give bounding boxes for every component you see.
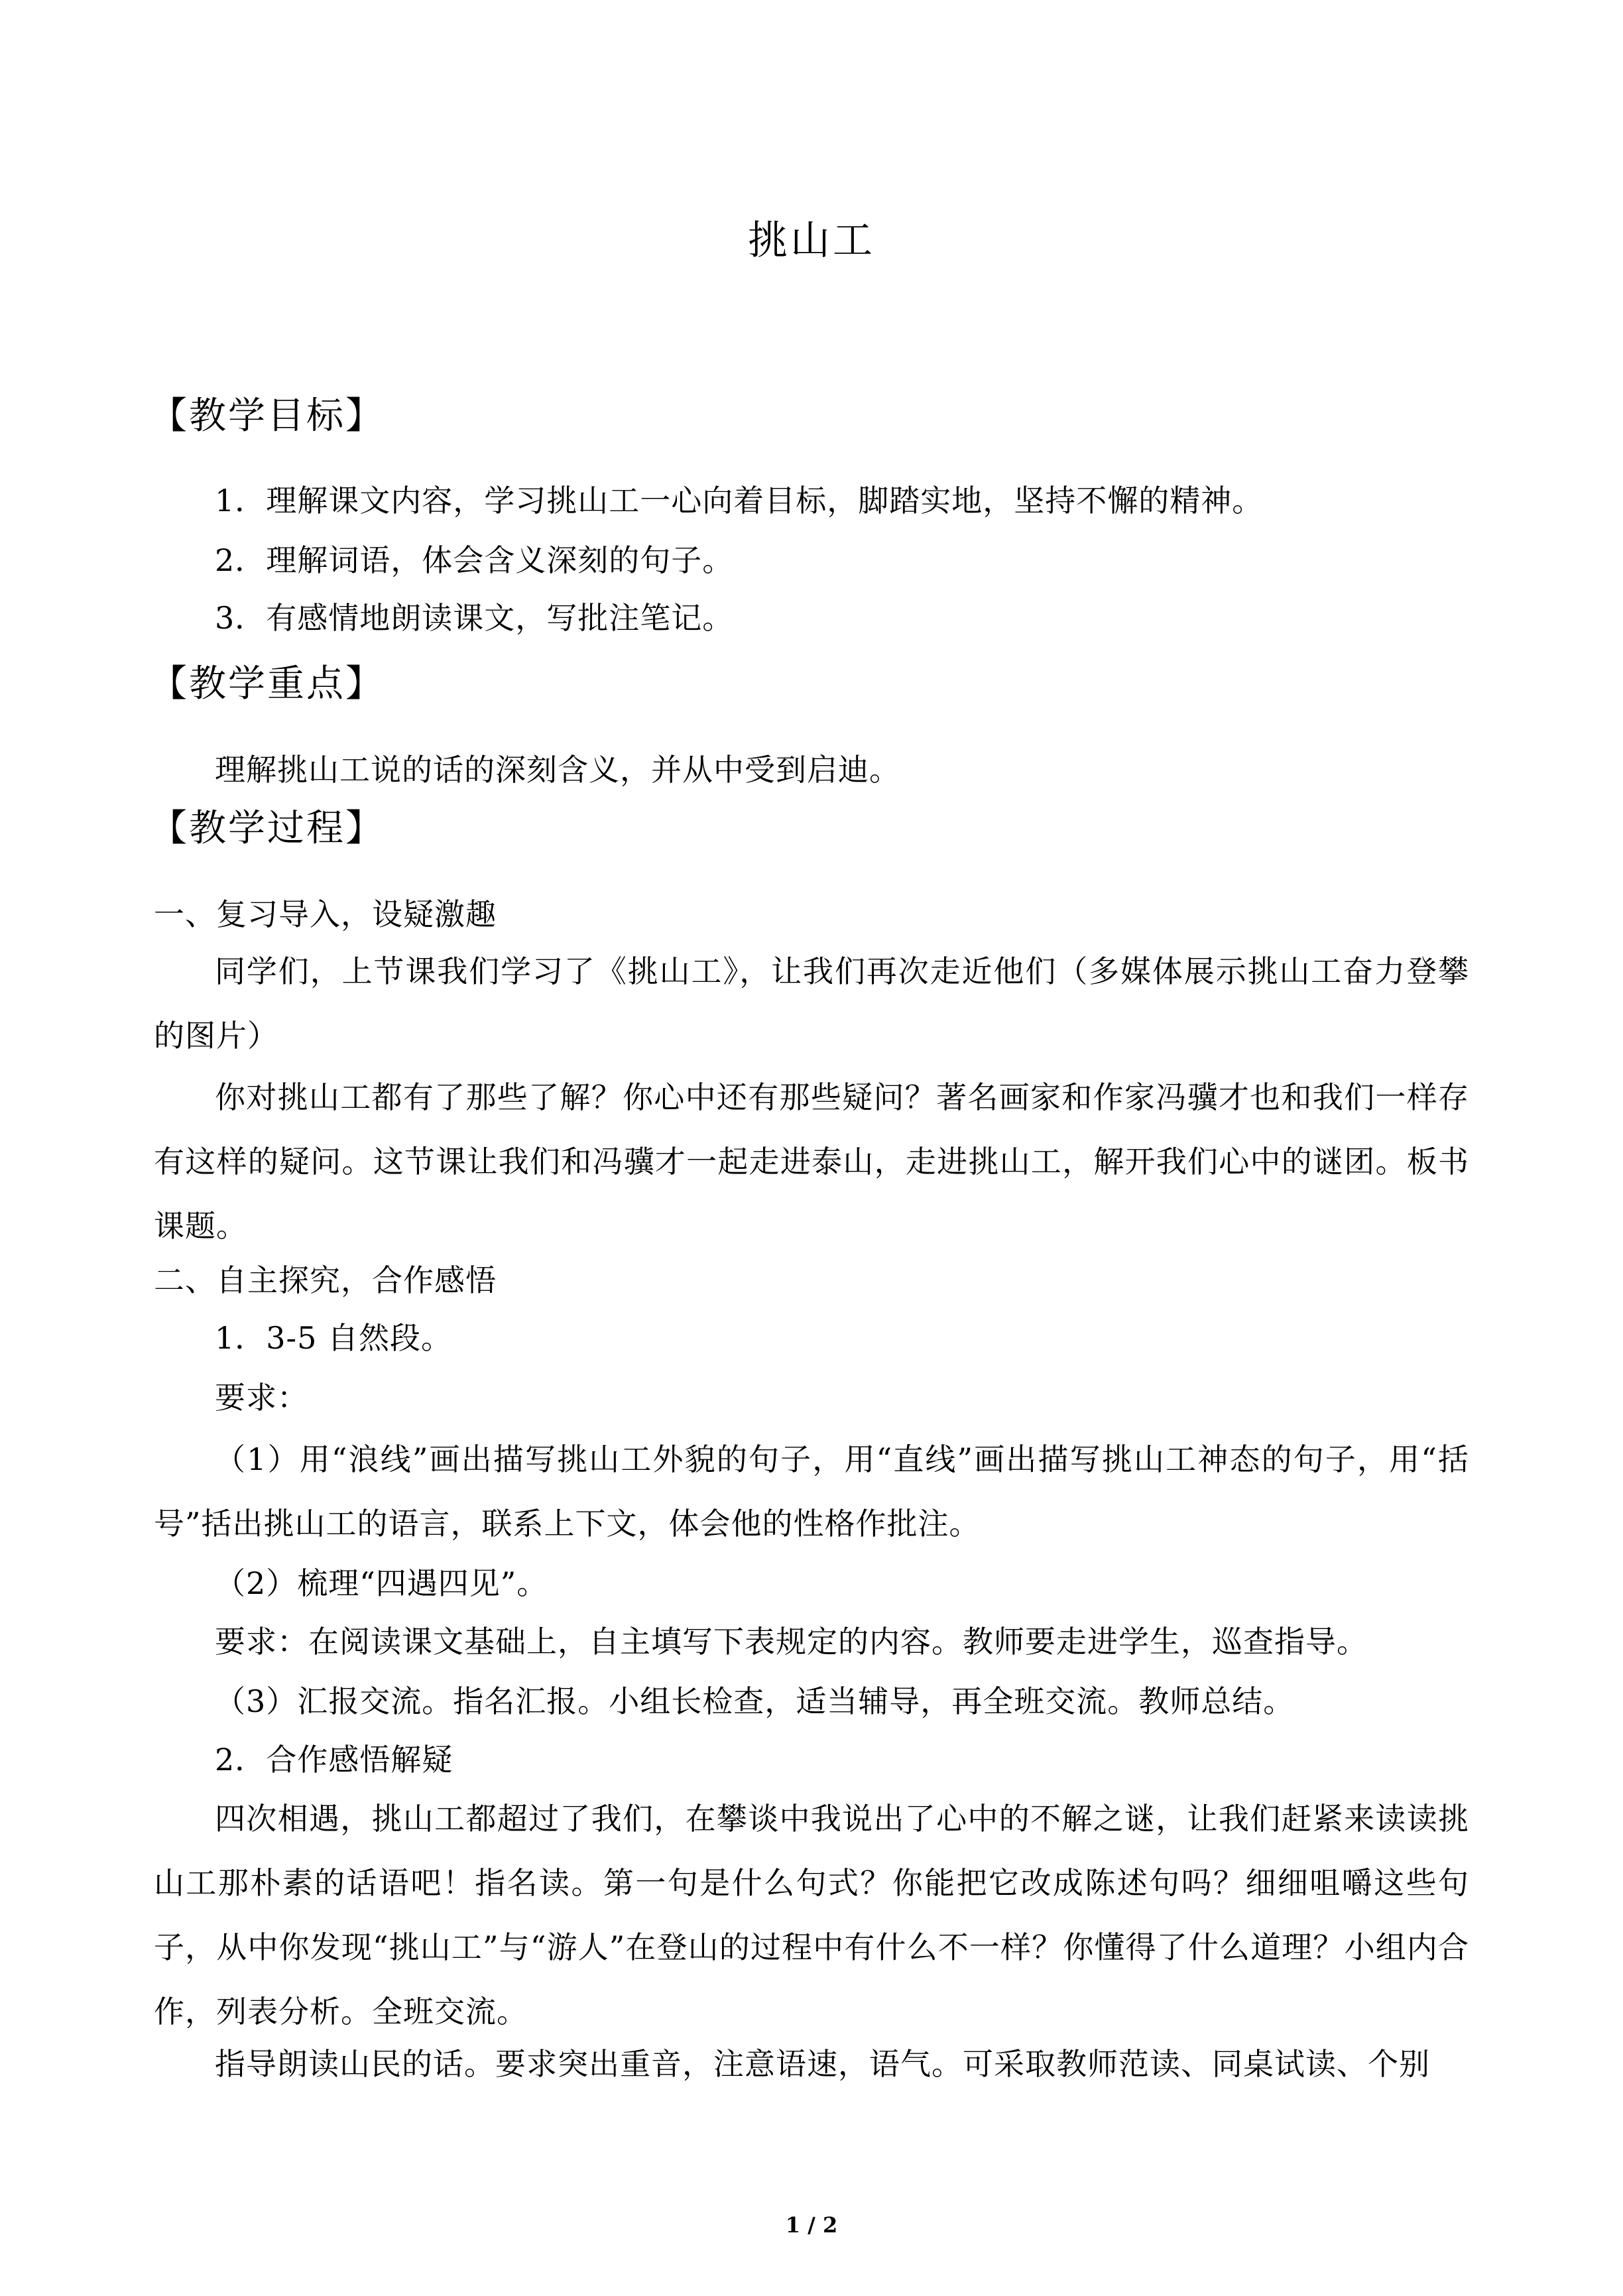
step-2: 2．合作感悟解疑 [215,1742,453,1778]
step-1: 1．3-5 自然段。 [215,1320,452,1356]
section-heading-teaching-goals: 【教学目标】 [150,394,385,438]
process-part1-paragraph-2: 你对挑山工都有了那些了解？你心中还有那些疑问？著名画家和作家冯骥才也和我们一样存有这样的疑问。这节课让我们和冯骥才一起走进泰山，走进挑山工，解开我们心中的谜团。板书课题。 [154,1079,1469,1244]
goal-item-3: 3．有感情地朗读课文，写批注笔记。 [215,600,734,636]
requirement-2: （2）梳理“四遇四见”。 [215,1565,548,1601]
section-heading-key-points: 【教学重点】 [150,662,385,705]
step-2-paragraph-2: 指导朗读山民的话。要求突出重音，注意语速，语气。可采取教师范读、同桌试读、个别 [215,2046,1430,2082]
process-part2-heading: 二、自主探究，合作感悟 [154,1262,497,1298]
process-part1-heading: 一、复习导入，设疑激趣 [154,896,497,932]
section-heading-teaching-process: 【教学过程】 [150,807,385,850]
requirement-label: 要求： [215,1380,308,1416]
process-part1-paragraph-1: 同学们，上节课我们学习了《挑山工》，让我们再次走近他们（多媒体展示挑山工奋力登攀的图片） [154,953,1469,1054]
requirement-1: （1）用“浪线”画出描写挑山工外貌的句子，用“直线”画出描写挑山工神态的句子，用“括号”括出挑山工的语言，联系上下文，体会他的性格作批注。 [154,1441,1469,1541]
key-points-text: 理解挑山工说的话的深刻含义，并从中受到启迪。 [215,752,900,788]
requirement-2-detail: 要求：在阅读课文基础上，自主填写下表规定的内容。教师要走进学生，巡查指导。 [215,1624,1368,1660]
document-title: 挑山工 [748,217,875,264]
page-number: 1 / 2 [785,2212,838,2238]
goal-item-2: 2．理解词语，体会含义深刻的句子。 [215,542,734,578]
step-2-paragraph-1: 四次相遇，挑山工都超过了我们，在攀谈中我说出了心中的不解之谜，让我们赶紧来读读挑山工那朴素的话语吧！指名读。第一句是什么句式？你能把它改成陈述句吗？细细咀嚼这些句子，从中你发现“挑山工”与“游人”在登山的过程中有什么不一样？你懂得了什么道理？小组内合作，列表分析。全班交流。 [154,1801,1469,2029]
goal-item-1: 1．理解课文内容，学习挑山工一心向着目标，脚踏实地，坚持不懈的精神。 [215,483,1264,518]
requirement-3: （3）汇报交流。指名汇报。小组长检查，适当辅导，再全班交流。教师总结。 [215,1683,1295,1719]
